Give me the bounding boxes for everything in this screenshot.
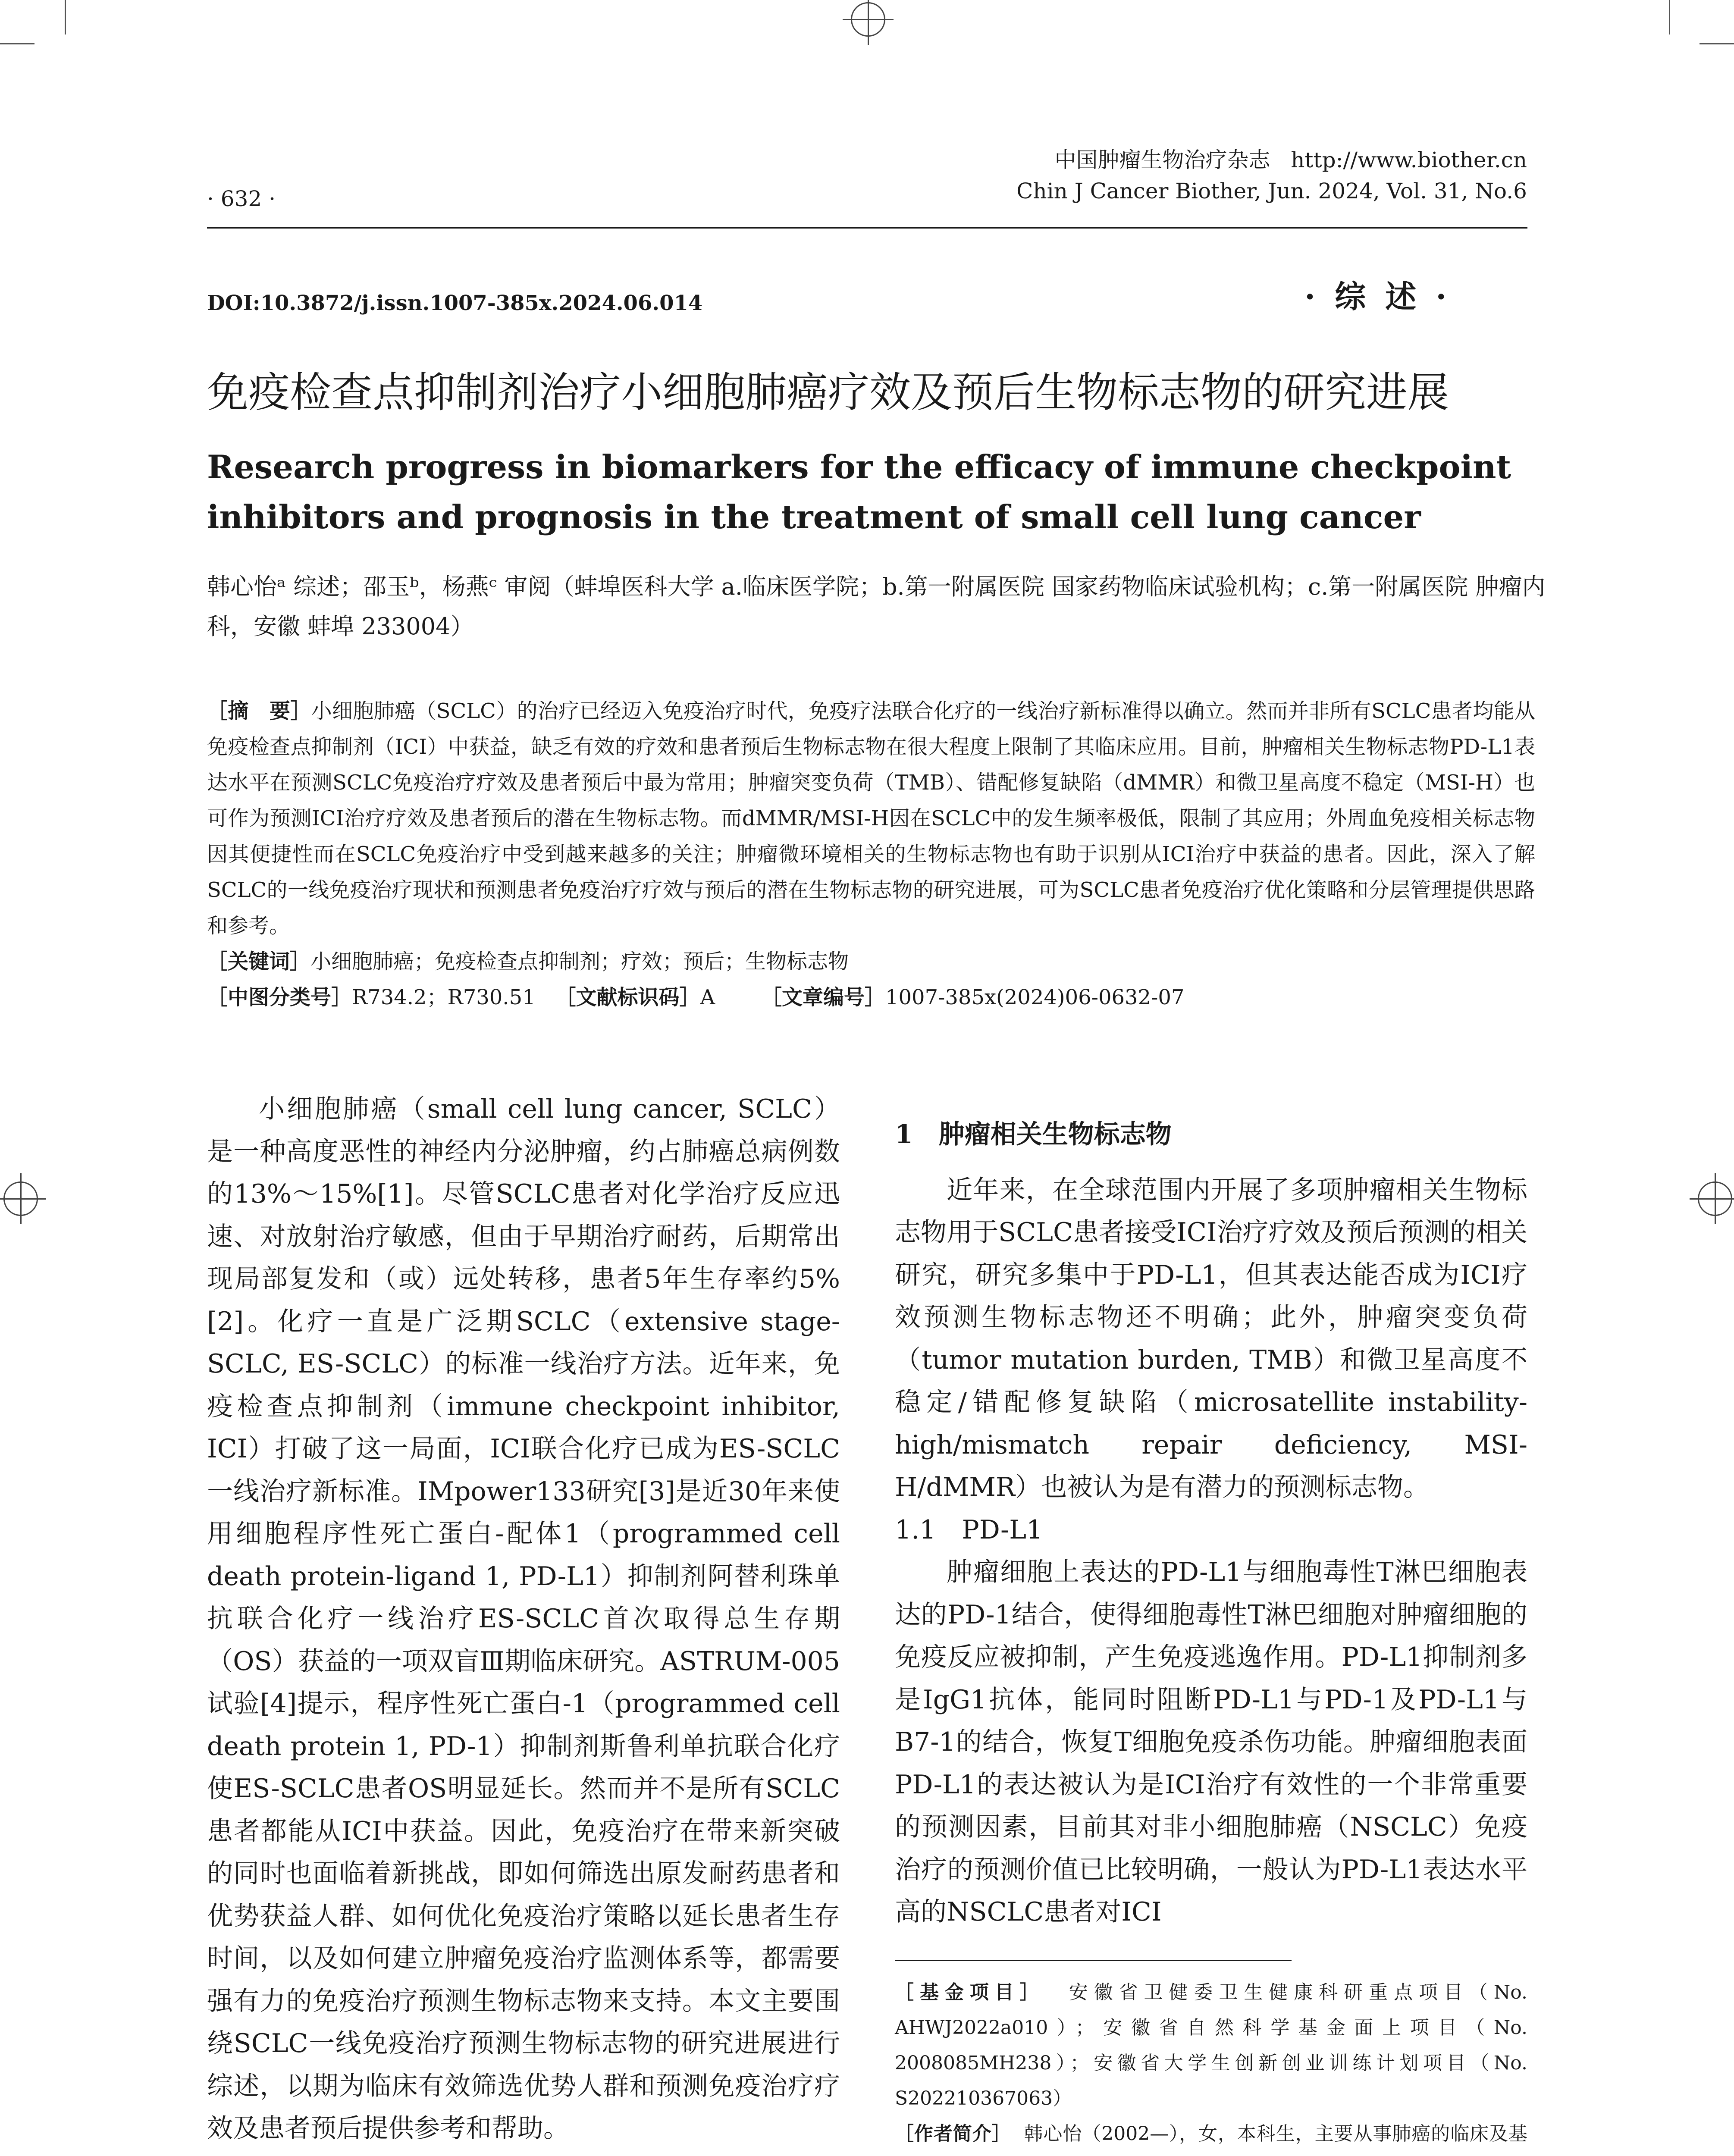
registration-mark-top — [851, 2, 885, 37]
journal-title-cn: 中国肿瘤生物治疗杂志 — [1054, 147, 1270, 172]
clc-label: ［中图分类号］ — [207, 985, 352, 1009]
subsection-1-1-paragraph: 肿瘤细胞上表达的PD-L1与细胞毒性T淋巴细胞表达的PD-1结合，使得细胞毒性T淋巴细胞对肿瘤细胞的免疫反应被抑制，产生免疫逃逸作用。PD-L1抑制剂多是IgG1抗体，能同时阻断PD-L1与PD-1及PD-L1与B7-1的结合，恢复T细胞免疫杀伤功能。肿瘤细胞表面PD-L1的表达被认为是ICI治疗有效性的一个非常重要的预测因素，目前其对非小细胞肺癌（NSCLC）免疫治疗的预测价值已比较明确，一般认为PD-L1表达水平高的NSCLC患者对ICI — [895, 1557, 1527, 1927]
registration-mark-right — [1698, 1181, 1732, 1216]
author-bio-text: 韩心怡（2002—），女，本科生，主要从事肺癌的临床及基 — [1024, 2123, 1527, 2145]
crop-mark — [0, 43, 34, 44]
article-no-value: 1007-385x(2024)06-0632-07 — [885, 985, 1185, 1009]
title-cn: 免疫检查点抑制剂治疗小细胞肺癌疗效及预后生物标志物的研究进展 — [207, 368, 1449, 417]
crop-mark — [65, 0, 66, 34]
article-type-tag: · 综 述 · — [1304, 278, 1451, 315]
crop-mark — [1700, 43, 1734, 44]
doc-code-value: A — [700, 985, 715, 1009]
intro-paragraph: 小细胞肺癌（small cell lung cancer, SCLC）是一种高度恶性的神经内分泌肿瘤，约占肺癌总病例数的13%～15%[1]。尽管SCLC患者对化学治疗反应迅速、对放射治疗敏感，但由于早期治疗耐药，后期常出现局部复发和（或）远处转移，患者5年生存率约5%[2]。化疗一直是广泛期SCLC（extensive stage-SCLC, ES-SCLC）的标准一线治疗方法。近年来，免疫检查点抑制剂（immune checkpoint inhibitor, ICI）打破了这一局面，ICI联合化疗已成为ES-SCLC一线治疗新标准。IMpower133研究[3]是近30年来使用细胞程序性死亡蛋白-配体1（programmed cell death protein-ligand 1, PD-L1）抑制剂阿替利珠单抗联合化疗一线治疗ES-SCLC首次取得总生存期（OS）获益的一项双盲Ⅲ期临床研究。ASTRUM-005试验[4]提示，程序性死亡蛋白-1（programmed cell death protein 1, PD-1）抑制剂斯鲁利单抗联合化疗使ES-SCLC患者OS明显延长。然而并不是所有SCLC患者都能从ICI中获益。因此，免疫治疗在带来新突破的同时也面临着新挑战，即如何筛选出原发耐药患者和优势获益人群、如何优化免疫治疗策略以延长患者生存时间，以及如何建立肿瘤免疫治疗监测体系等，都需要强有力的免疫治疗预测生物标志物来支持。本文主要围绕SCLC一线免疫治疗预测生物标志物的研究进展进行综述，以期为临床有效筛选优势人群和预测免疫治疗疗效及患者预后提供参考和帮助。 — [207, 1094, 840, 2143]
crop-mark — [1669, 0, 1670, 34]
abstract-text: 小细胞肺癌（SCLC）的治疗已经迈入免疫治疗时代，免疫疗法联合化疗的一线治疗新标准得以确立。然而并非所有SCLC患者均能从免疫检查点抑制剂（ICI）中获益，缺乏有效的疗效和患者预后生物标志物在很大程度上限制了其临床应用。目前，肿瘤相关生物标志物PD-L1表达水平在预测SCLC免疫治疗疗效及患者预后中最为常用；肿瘤突变负荷（TMB）、错配修复缺陷（dMMR）和微卫星高度不稳定（MSI-H）也可作为预测ICI治疗疗效及患者预后的潜在生物标志物。而dMMR/MSI-H因在SCLC中的发生频率极低，限制了其应用；外周血免疫相关标志物因其便捷性而在SCLC免疫治疗中受到越来越多的关注；肿瘤微环境相关的生物标志物也有助于识别从ICI治疗中获益的患者。因此，深入了解SCLC的一线免疫治疗现状和预测患者免疫治疗疗效与预后的潜在生物标志物的研究进展，可为SCLC患者免疫治疗优化策略和分层管理提供思路和参考。 — [207, 699, 1535, 938]
author-note — [895, 2116, 1527, 2156]
abstract-label: ［摘 要］ — [207, 699, 311, 723]
keywords — [207, 944, 1535, 980]
classification-line — [207, 980, 1535, 1015]
abstract-block — [207, 693, 1535, 1015]
section-1-paragraph: 近年来，在全球范围内开展了多项肿瘤相关生物标志物用于SCLC患者接受ICI治疗疗效及预后预测的相关研究，研究多集中于PD-L1，但其表达能否成为ICI疗效预测生物标志物还不明确；此外，肿瘤突变负荷（tumor mutation burden, TMB）和微卫星高度不稳定/错配修复缺陷（microsatellite instability-high/mismatch repair deficiency, MSI-H/dMMR）也被认为是有潜力的预测标志物。 — [895, 1175, 1527, 1502]
section-heading-1: 1 肿瘤相关生物标志物 — [895, 1119, 1172, 1150]
author-affiliations: 韩心怡ᵃ 综述；邵玉ᵇ，杨燕ᶜ 审阅（蚌埠医科大学 a.临床医学院；b.第一附属医院 国家药物临床试验机构；c.第一附属医院 肿瘤内科，安徽 蚌埠 233004） — [207, 573, 1546, 640]
left-column — [207, 1088, 840, 2150]
page-number: · 632 · — [207, 186, 276, 211]
clc-value: R734.2；R730.51 — [352, 985, 536, 1009]
title-en: Research progress in biomarkers for the efficacy of immune checkpoint inhibitors and prognosis in the treatment of small cell lung cancer — [207, 448, 1511, 536]
journal-citation-en: Chin J Cancer Biother, Jun. 2024, Vol. 31, No.6 — [1016, 179, 1527, 204]
keywords-text: 小细胞肺癌；免疫检查点抑制剂；疗效；预后；生物标志物 — [310, 950, 849, 974]
funding-label: ［基金项目］ — [895, 1981, 1045, 2003]
author-bio-label: ［作者简介］ — [895, 2123, 1011, 2145]
header-rule — [207, 227, 1527, 229]
doc-code-label: ［文献标识码］ — [555, 985, 700, 1009]
footnote-rule — [895, 1960, 1292, 1961]
article-no-label: ［文章编号］ — [761, 985, 885, 1009]
right-column — [895, 1113, 1527, 1934]
abstract — [207, 693, 1535, 944]
keywords-label: ［关键词］ — [207, 950, 311, 974]
running-header — [1016, 144, 1527, 207]
subsection-heading-1-1: 1.1 PD-L1 — [895, 1514, 1043, 1545]
funding-text: 安徽省卫健委卫生健康科研重点项目（No. AHWJ2022a010）；安徽省自然科学基金面上项目（No. 2008085MH238）；安徽省大学生创新创业训练计划项目（No. S202210367063） — [895, 1981, 1528, 2109]
doi[interactable]: DOI:10.3872/j.issn.1007-385x.2024.06.014 — [207, 291, 703, 315]
journal-url[interactable]: http://www.biother.cn — [1291, 147, 1527, 172]
funding-note — [895, 1975, 1527, 2116]
registration-mark-left — [3, 1181, 38, 1216]
footnotes — [895, 1975, 1527, 2156]
